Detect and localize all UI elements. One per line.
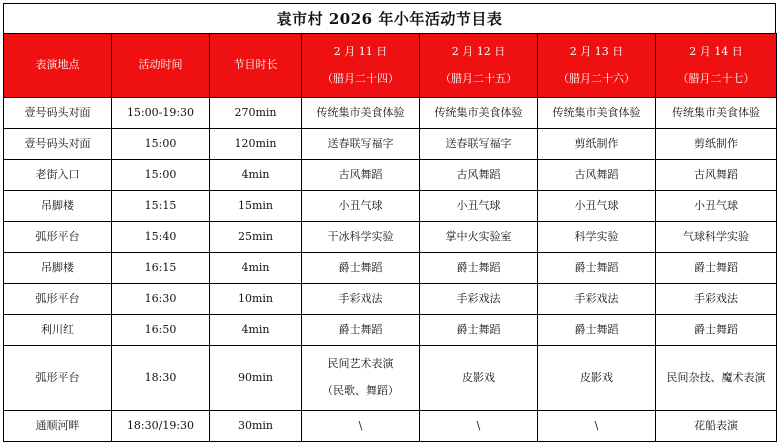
cell-program: 小丑气球: [420, 191, 538, 222]
table-row: [4, 315, 777, 346]
cell-program: 传统集市美食体验: [656, 98, 777, 129]
table-row: [4, 284, 777, 315]
header-time: 活动时间: [112, 34, 210, 98]
cell-time: 15:00: [112, 129, 210, 160]
cell-time: 16:50: [112, 315, 210, 346]
cell-program: 传统集市美食体验: [420, 98, 538, 129]
cell-program: 气球科学实验: [656, 222, 777, 253]
cell-location: 壹号码头对面: [4, 98, 112, 129]
cell-program: 爵士舞蹈: [656, 253, 777, 284]
cell-program: [302, 346, 420, 411]
cell-program: 科学实验: [538, 222, 656, 253]
day-date: 2 月 12 日: [451, 44, 506, 58]
cell-program: 手彩戏法: [656, 284, 777, 315]
cell-program: 爵士舞蹈: [656, 315, 777, 346]
cell-program: 送春联写福字: [420, 129, 538, 160]
cell-time: 18:30/19:30: [112, 410, 210, 441]
cell-program: 传统集市美食体验: [302, 98, 420, 129]
program-line: 民间艺术表演: [327, 357, 394, 371]
day-lunar: （腊月二十七）: [677, 71, 755, 85]
cell-program: 爵士舞蹈: [538, 253, 656, 284]
cell-program: 古风舞蹈: [538, 160, 656, 191]
cell-program: 传统集市美食体验: [538, 98, 656, 129]
schedule-table: [3, 33, 777, 442]
cell-duration: 10min: [210, 284, 302, 315]
cell-program: 花船表演: [656, 410, 777, 441]
table-row: [4, 191, 777, 222]
cell-time: 16:30: [112, 284, 210, 315]
program-line: （民歌、舞蹈）: [322, 384, 399, 398]
cell-program: 民间杂技、魔术表演: [656, 346, 777, 411]
cell-program: \: [302, 410, 420, 441]
cell-location: 通顺河畔: [4, 410, 112, 441]
cell-location: 利川红: [4, 315, 112, 346]
cell-duration: 120min: [210, 129, 302, 160]
cell-duration: 30min: [210, 410, 302, 441]
cell-location: 弧形平台: [4, 222, 112, 253]
table-row: [4, 129, 777, 160]
header-day-4: [656, 34, 777, 98]
cell-location: 吊脚楼: [4, 253, 112, 284]
table-row: [4, 222, 777, 253]
cell-program: 爵士舞蹈: [538, 315, 656, 346]
table-row: [4, 346, 777, 411]
cell-duration: 4min: [210, 160, 302, 191]
day-date: 2 月 11 日: [333, 44, 388, 58]
day-lunar: （腊月二十六）: [558, 71, 635, 85]
cell-program: 爵士舞蹈: [420, 315, 538, 346]
cell-program: 小丑气球: [538, 191, 656, 222]
cell-time: 15:40: [112, 222, 210, 253]
cell-program: 皮影戏: [420, 346, 538, 411]
cell-location: 老街入口: [4, 160, 112, 191]
page-title: 袁市村 2026 年小年活动节目表: [3, 3, 776, 33]
cell-program: 爵士舞蹈: [420, 253, 538, 284]
day-lunar: （腊月二十五）: [440, 71, 517, 85]
header-location: 表演地点: [4, 34, 112, 98]
header-day-1: [302, 34, 420, 98]
table-row: [4, 410, 777, 441]
cell-time: 15:00-19:30: [112, 98, 210, 129]
cell-duration: 4min: [210, 253, 302, 284]
cell-program: 剪纸制作: [538, 129, 656, 160]
cell-program: 小丑气球: [656, 191, 777, 222]
cell-program: 剪纸制作: [656, 129, 777, 160]
cell-time: 15:00: [112, 160, 210, 191]
day-lunar: （腊月二十四）: [322, 71, 399, 85]
table-row: [4, 253, 777, 284]
header-row: [4, 34, 777, 98]
header-day-2: [420, 34, 538, 98]
cell-duration: 25min: [210, 222, 302, 253]
cell-duration: 270min: [210, 98, 302, 129]
cell-time: 15:15: [112, 191, 210, 222]
cell-program: 干冰科学实验: [302, 222, 420, 253]
cell-program: 手彩戏法: [420, 284, 538, 315]
cell-location: 吊脚楼: [4, 191, 112, 222]
cell-duration: 15min: [210, 191, 302, 222]
cell-program: 爵士舞蹈: [302, 315, 420, 346]
table-row: [4, 160, 777, 191]
header-duration: 节目时长: [210, 34, 302, 98]
cell-program: 古风舞蹈: [302, 160, 420, 191]
cell-program: 古风舞蹈: [420, 160, 538, 191]
header-day-3: [538, 34, 656, 98]
table-row: [4, 98, 777, 129]
cell-location: 弧形平台: [4, 346, 112, 411]
cell-program: 手彩戏法: [302, 284, 420, 315]
cell-program: 皮影戏: [538, 346, 656, 411]
cell-program: 古风舞蹈: [656, 160, 777, 191]
day-date: 2 月 14 日: [689, 44, 743, 58]
cell-program: 手彩戏法: [538, 284, 656, 315]
cell-duration: 90min: [210, 346, 302, 411]
cell-program: \: [420, 410, 538, 441]
cell-location: 弧形平台: [4, 284, 112, 315]
cell-time: 16:15: [112, 253, 210, 284]
cell-duration: 4min: [210, 315, 302, 346]
cell-program: 小丑气球: [302, 191, 420, 222]
cell-program: 爵士舞蹈: [302, 253, 420, 284]
cell-location: 壹号码头对面: [4, 129, 112, 160]
cell-program: \: [538, 410, 656, 441]
cell-program: 送春联写福字: [302, 129, 420, 160]
day-date: 2 月 13 日: [569, 44, 624, 58]
cell-program: 掌中火实验室: [420, 222, 538, 253]
cell-time: 18:30: [112, 346, 210, 411]
